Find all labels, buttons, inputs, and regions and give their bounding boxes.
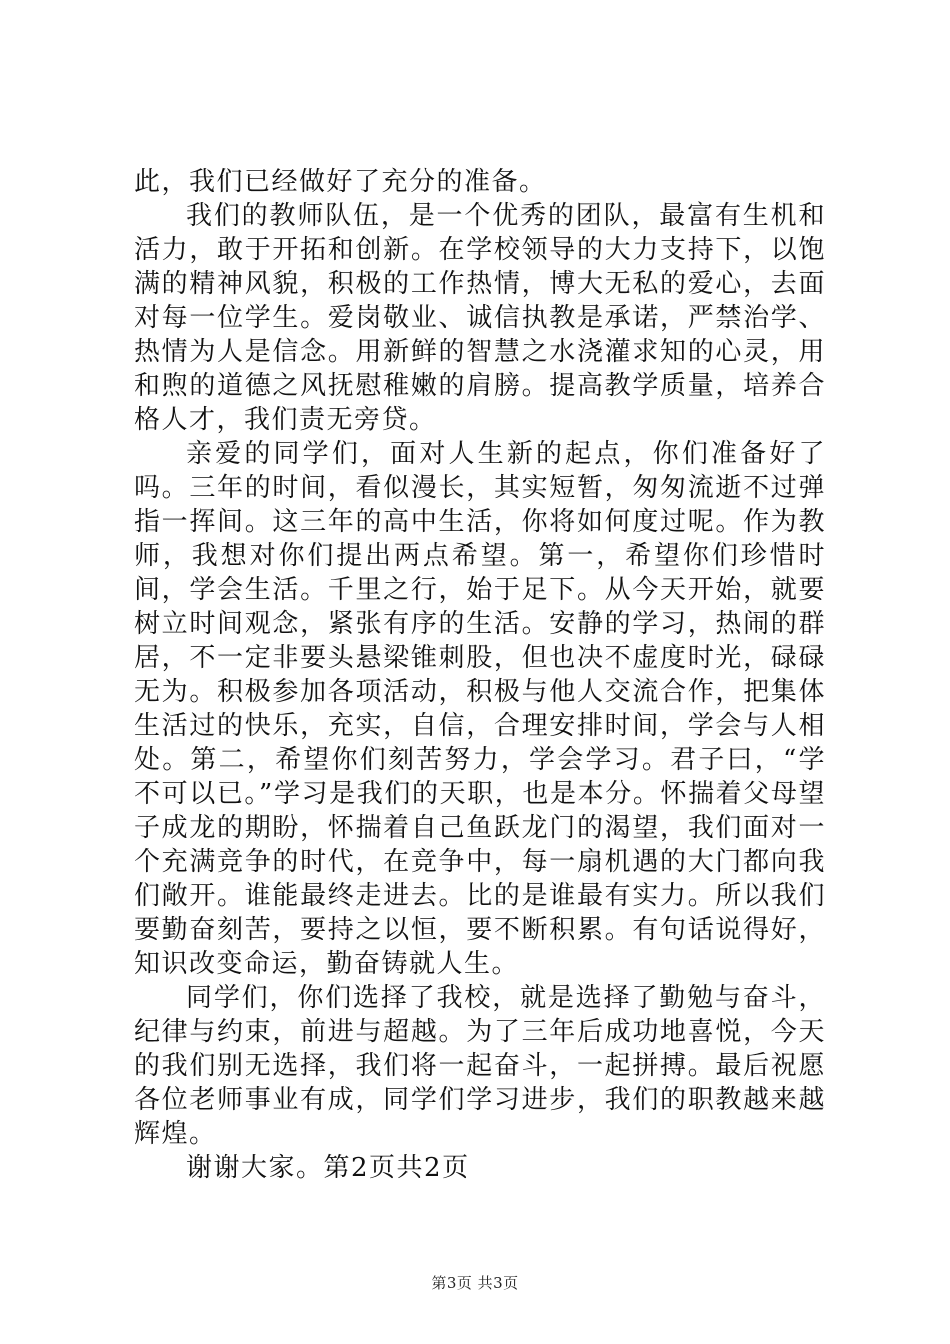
paragraph-closing-wishes: 同学们，你们选择了我校，就是选择了勤勉与奋斗，纪律与约束，前进与超越。为了三年后成功地喜悦，今天的我们别无选择，我们将一起奋斗，一起拼搏。最后祝愿各位老师事业有成，同学们学习进步，我们的职教越来越辉煌。 [134,983,826,1149]
document-body [134,165,826,1185]
paragraph-teachers: 我们的教师队伍，是一个优秀的团队，最富有生机和活力，敢于开拓和创新。在学校领导的大力支持下，以饱满的精神风貌，积极的工作热情，博大无私的爱心，去面对每一位学生。爱岗敬业、诚信执教是承诺，严禁治学、热情为人是信念。用新鲜的智慧之水浇灌求知的心灵，用和煦的道德之风抚慰稚嫩的肩膀。提高教学质量，培养合格人才，我们责无旁贷。 [134,201,826,435]
paragraph-continuation: 此，我们已经做好了充分的准备。 [134,167,547,197]
paragraph-thanks: 谢谢大家。第2页共2页 [186,1153,470,1183]
page-number-footer: 第3页 共3页 [431,1274,519,1292]
paragraph-students-hopes: 亲爱的同学们，面对人生新的起点，你们准备好了吗。三年的时间，看似漫长，其实短暂，匆匆流逝不过弹指一挥间。这三年的高中生活，你将如何度过呢。作为教师，我想对你们提出两点希望。第一，希望你们珍惜时间，学会生活。千里之行，始于足下。从今天开始，就要树立时间观念，紧张有序的生活。安静的学习，热闹的群居，不一定非要头悬梁锥刺股，但也决不虚度时光，碌碌无为。积极参加各项活动，积极与他人交流合作，把集体生活过的快乐，充实，自信，合理安排时间，学会与人相处。第二，希望你们刻苦努力，学会学习。君子曰，“学不可以已。”学习是我们的天职，也是本分。怀揣着父母望子成龙的期盼，怀揣着自己鱼跃龙门的渴望，我们面对一个充满竞争的时代，在竞争中，每一扇机遇的大门都向我们敞开。谁能最终走进去。比的是谁最有实力。所以我们要勤奋刻苦，要持之以恒，要不断积累。有句话说得好，知识改变命运，勤奋铸就人生。 [134,439,826,979]
